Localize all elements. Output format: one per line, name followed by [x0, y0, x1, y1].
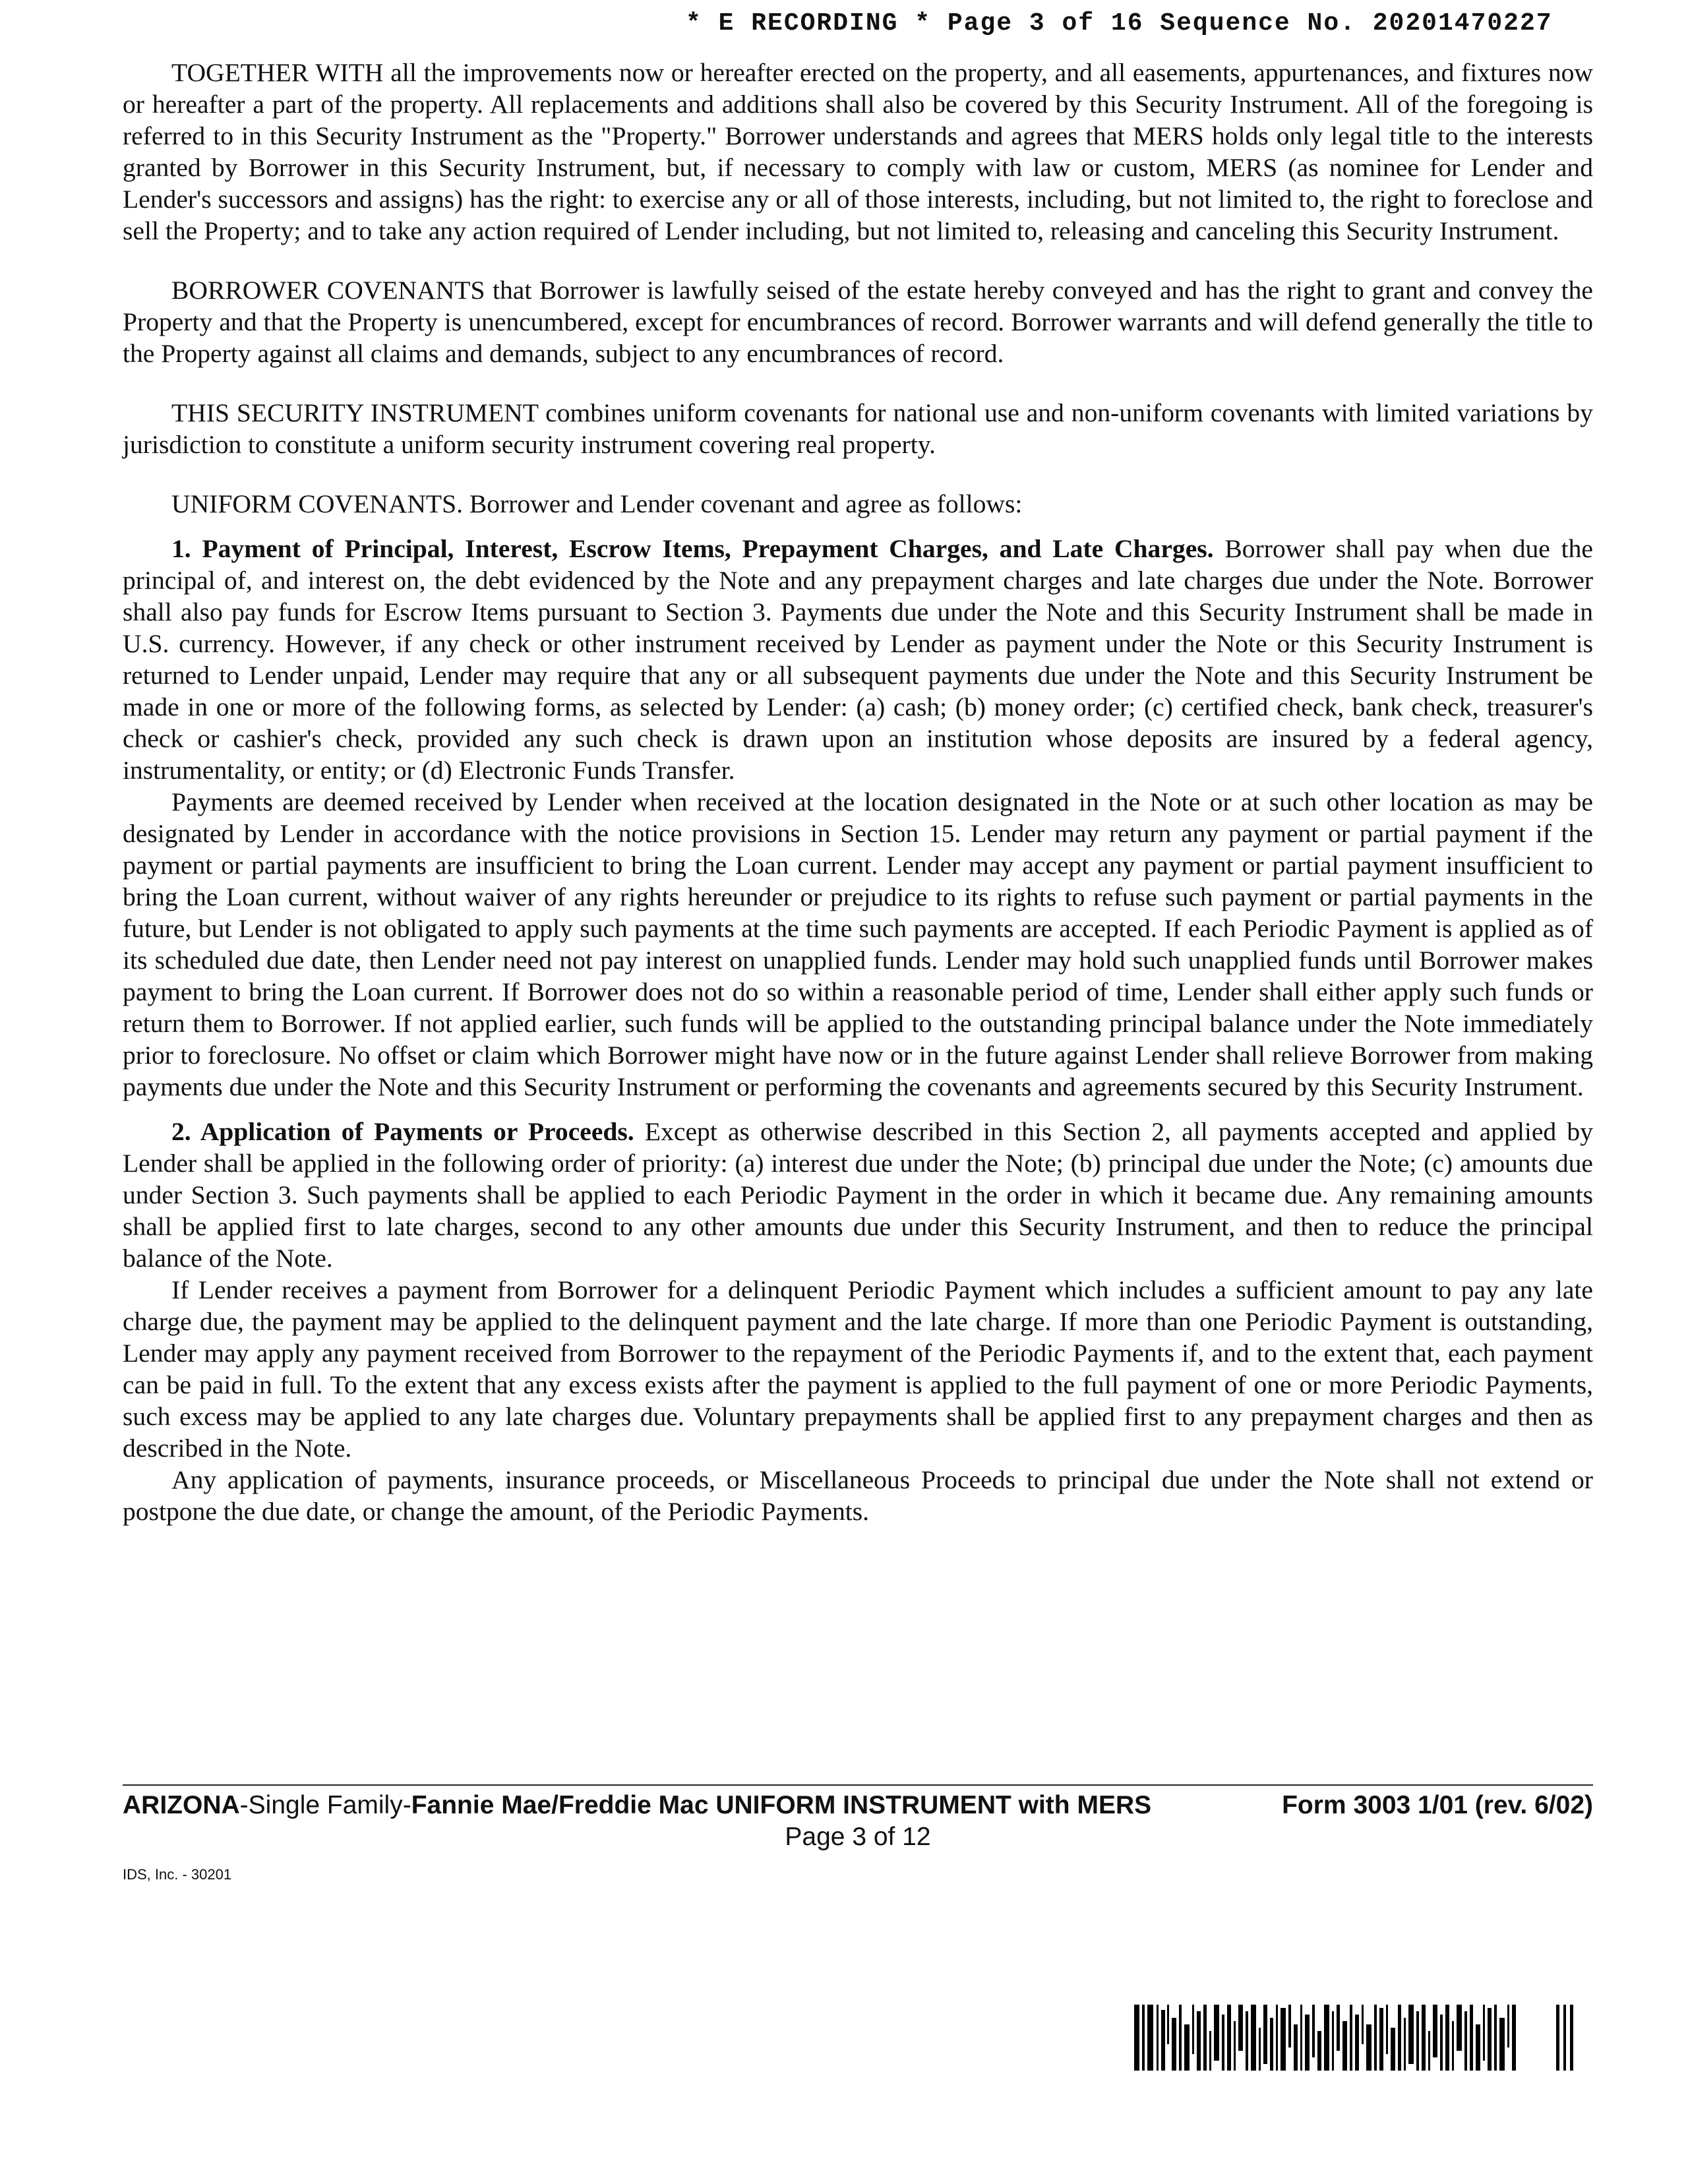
- paragraph-security-instrument: THIS SECURITY INSTRUMENT combines uniform covenants for national use and non-uniform covenants with limited variations by jurisdiction to constitute a uniform security instrument covering real property.: [123, 398, 1593, 459]
- footer-form-line: [123, 1791, 1593, 1820]
- barcode-bars: [1134, 2005, 1573, 2071]
- footer-ids-code: IDS, Inc. - 30201: [123, 1866, 232, 1883]
- footer-form-title: [123, 1791, 1151, 1820]
- footer-divider: [123, 1784, 1593, 1786]
- recording-header: * E RECORDING * Page 3 of 16 Sequence No. 20201470227: [686, 9, 1553, 38]
- barcode-image: [1134, 2005, 1596, 2071]
- paragraph-together-with: TOGETHER WITH all the improvements now or hereafter erected on the property, and all easements, appurtenances, and fixtures now or hereafter a part of the property. All replacements and additions shall also be covered by this Security Instrument. All of the foregoing is referred to in this Security Instrument as the "Property." Borrower understands and agrees that MERS holds only legal title to the interests granted by Borrower in this Security Instrument, but, if necessary to comply with law or custom, MERS (as nominee for Lender and Lender's successors and assigns) has the right: to exercise any or all of those interests, including, but not limited to, the right to foreclose and sell the Property; and to take any action required of Lender including, but not limited to, releasing and canceling this Security Instrument.: [123, 58, 1593, 245]
- footer-instrument: Fannie Mae/Freddie Mac UNIFORM INSTRUMENT with MERS: [411, 1791, 1152, 1819]
- footer-state: ARIZONA: [123, 1791, 240, 1819]
- section-2-paragraph-3: Any application of payments, insurance proceeds, or Miscellaneous Proceeds to principal due under the Note shall not extend or postpone the due date, or change the amount, of the Periodic Payments.: [123, 1465, 1593, 1526]
- footer-form-number: Form 3003 1/01 (rev. 6/02): [1282, 1791, 1593, 1819]
- paragraph-borrower-covenants: BORROWER COVENANTS that Borrower is lawfully seised of the estate hereby conveyed and has the right to grant and convey the Property and that the Property is unencumbered, except for encumbrances of record. Borrower warrants and will defend generally the title to the Property against all claims and demands, subject to any encumbrances of record.: [123, 276, 1593, 368]
- paragraph-uniform-covenants: UNIFORM COVENANTS. Borrower and Lender covenant and agree as follows:: [171, 489, 1023, 518]
- document-body: [123, 57, 1593, 1527]
- section-2-text: Except as otherwise described in this Section 2, all payments accepted and applied by Lender shall be applied in the following order of priority: (a) interest due under the Note; (b) principal due under the Note; (c) amounts due under Section 3. Such payments shall be applied to each Periodic Payment in the order in which it became due. Any remaining amounts shall be applied first to late charges, second to any other amounts due under this Security Instrument, and then to reduce the principal balance of the Note.: [123, 1117, 1593, 1273]
- section-1-paragraph: [123, 533, 1593, 786]
- footer-single-family: -Single Family-: [239, 1791, 411, 1819]
- footer-page-number: Page 3 of 12: [785, 1823, 931, 1851]
- section-1-text: Borrower shall pay when due the principal of, and interest on, the debt evidenced by the Note and any prepayment charges and late charges due under the Note. Borrower shall also pay funds for Escrow Items pursuant to Section 3. Payments due under the Note and this Security Instrument shall be made in U.S. currency. However, if any check or other instrument received by Lender as payment under the Note or this Security Instrument is returned to Lender unpaid, Lender may require that any or all subsequent payments due under the Note and this Security Instrument be made in one or more of the following forms, as selected by Lender: (a) cash; (b) money order; (c) certified check, bank check, treasurer's check or cashier's check, provided any such check is drawn upon an institution whose deposits are insured by a federal agency, instrumentality, or entity; or (d) Electronic Funds Transfer.: [123, 534, 1593, 785]
- section-1-paragraph-2: Payments are deemed received by Lender when received at the location designated in the Note or at such other location as may be designated by Lender in accordance with the notice provisions in Section 15. Lender may return any payment or partial payment if the payment or partial payments are insufficient to bring the Loan current. Lender may accept any payment or partial payment insufficient to bring the Loan current, without waiver of any rights hereunder or prejudice to its rights to refuse such payment or partial payments in the future, but Lender is not obligated to apply such payments at the time such payments are accepted. If each Periodic Payment is applied as of its scheduled due date, then Lender need not pay interest on unapplied funds. Lender may hold such unapplied funds until Borrower makes payment to bring the Loan current. If Borrower does not do so within a reasonable period of time, Lender shall either apply such funds or return them to Borrower. If not applied earlier, such funds will be applied to the outstanding principal balance under the Note immediately prior to foreclosure. No offset or claim which Borrower might have now or in the future against Lender shall relieve Borrower from making payments due under the Note and this Security Instrument or performing the covenants and agreements secured by this Security Instrument.: [123, 787, 1593, 1101]
- section-1-heading: 1. Payment of Principal, Interest, Escrow Items, Prepayment Charges, and Late Charges.: [171, 534, 1214, 563]
- section-2-heading: 2. Application of Payments or Proceeds.: [171, 1117, 634, 1146]
- section-2-paragraph: [123, 1116, 1593, 1274]
- section-2-paragraph-2: If Lender receives a payment from Borrower for a delinquent Periodic Payment which includes a sufficient amount to pay any late charge due, the payment may be applied to the delinquent payment and the late charge. If more than one Periodic Payment is outstanding, Lender may apply any payment received from Borrower to the repayment of the Periodic Payments if, and to the extent that, each payment can be paid in full. To the extent that any excess exists after the payment is applied to the full payment of one or more Periodic Payments, such excess may be applied to any late charges due. Voluntary prepayments shall be applied first to any prepayment charges and then as described in the Note.: [123, 1275, 1593, 1463]
